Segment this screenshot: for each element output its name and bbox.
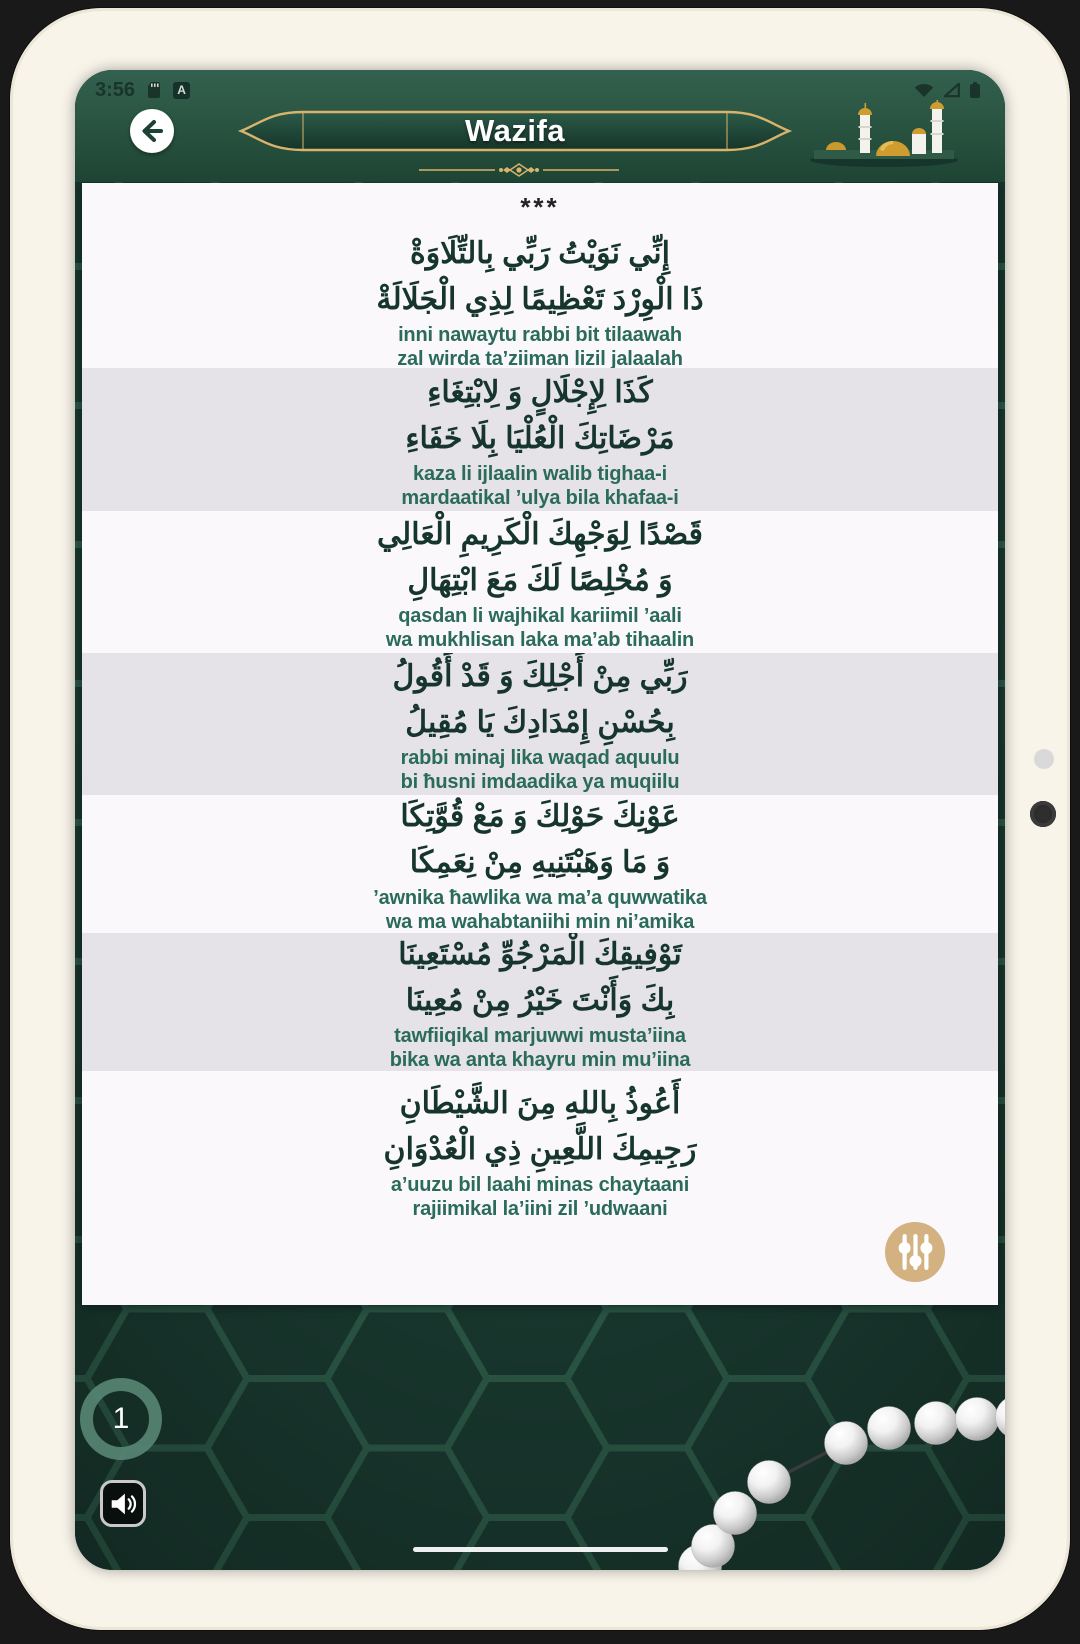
transliteration-line: zal wirda ta’ziiman lizil jalaalah (397, 348, 683, 368)
arabic-line: تَوْفِيقِكَ الْمَرْجُوِّ مُسْتَعِينَا (398, 938, 682, 971)
verse-block (82, 1071, 998, 1305)
wifi-icon (913, 82, 935, 98)
arabic-line: وَ مَا وَهَبْتَنِيهِ مِنْ نِعَمِكَا (409, 846, 671, 879)
transliteration-line: wa ma wahabtaniihi min ni’amika (385, 911, 695, 933)
divider-ornament (419, 162, 619, 178)
verse-block (82, 368, 998, 511)
status-bar-left (95, 79, 190, 102)
arabic-line: رَبِّي مِنْ أَجْلِكَ وَ قَدْ أَقُولُ (392, 660, 688, 693)
home-indicator[interactable] (413, 1547, 668, 1552)
content-panel (82, 183, 998, 1305)
transliteration-line: bika wa anta khayru min mu’iina (389, 1049, 691, 1071)
transliteration-line: kaza li ijlaalin walib tighaa-i (413, 462, 667, 485)
page-counter[interactable] (80, 1378, 162, 1460)
transliteration-line: bi ħusni imdaadika ya muqiilu (400, 771, 680, 793)
app-screen (75, 70, 1005, 1570)
battery-icon (969, 81, 981, 99)
back-button[interactable] (130, 109, 174, 153)
sound-button[interactable] (100, 1480, 146, 1527)
verse-block (82, 511, 998, 653)
arabic-line: وَ مُخْلِصًا لَكَ مَعَ ابْتِهَالِ (407, 564, 673, 597)
tablet-bezel (10, 8, 1070, 1630)
arabic-line: أَعُوذُ بِاللهِ مِنَ الشَّيْطَانِ (399, 1087, 681, 1120)
title-frame (235, 103, 795, 159)
cell-signal-icon (943, 82, 961, 98)
arabic-line: رَجِيمِكَ اللَّعِينِ ذِي الْعُدْوَانِ (383, 1133, 697, 1166)
arabic-line: بِحُسْنِ إِمْدَادِكَ يَا مُقِيلُ (405, 706, 675, 739)
sliders-icon (884, 1221, 946, 1283)
section-separator: *** (520, 192, 560, 222)
verse-block (82, 795, 998, 933)
display-settings-button[interactable] (884, 1221, 946, 1283)
page-title: Wazifa (464, 113, 566, 148)
mosque-illustration (808, 100, 960, 168)
transliteration-line: qasdan li wajhikal kariimil ’aali (398, 605, 682, 627)
transliteration-line: mardaatikal ’ulya bila khafaa-i (401, 486, 679, 509)
app-header (75, 70, 1005, 182)
transliteration-line: inni nawaytu rabbi bit tilaawah (398, 324, 682, 346)
speaker-icon (107, 1488, 139, 1520)
status-bar-right (913, 81, 981, 99)
transliteration-line: a’uuzu bil laahi minas chaytaani (390, 1174, 690, 1196)
verse-block (82, 183, 998, 368)
a-badge-icon: A (173, 82, 190, 99)
transliteration-line: rabbi minaj lika waqad aquulu (400, 747, 680, 769)
sdcard-icon (147, 81, 161, 99)
arabic-line: قَصْدًا لِوَجْهِكَ الْكَرِيمِ الْعَالِي (377, 518, 703, 551)
arabic-line: كَذَا لِإِجْلَالٍ وَ لِابْتِغَاءِ (427, 375, 653, 409)
transliteration-line: tawfiiqikal marjuwwi musta’iina (394, 1025, 686, 1047)
arabic-line: ذَا الْوِرْدَ تَعْظِيمًا لِذِي الْجَلَالَةْ (376, 283, 704, 316)
verse-block (82, 653, 998, 795)
arabic-line: مَرْضَاتِكَ الْعُلْيَا بِلَا خَفَاءِ (405, 421, 675, 455)
camera-dot (1034, 749, 1054, 769)
clock: 3:56 (95, 78, 136, 101)
arrow-left-icon (130, 109, 174, 153)
transliteration-line: wa mukhlisan laka ma’ab tihaalin (385, 629, 695, 651)
arabic-line: إِنِّي نَوَيْتُ رَبِّي بِالتِّلَاوَةْ (410, 237, 670, 270)
page-counter-value: 1 (112, 1402, 130, 1435)
prayer-beads (655, 1390, 1005, 1570)
arabic-line: بِكَ وَأَنْتَ خَيْرُ مِنْ مُعِينَا (405, 984, 675, 1017)
verse-block (82, 933, 998, 1071)
arabic-line: عَوْنِكَ حَوْلِكَ وَ مَعْ قُوَّتِكَا (400, 800, 680, 833)
transliteration-line: ’awnika ħawlika wa ma’a quwwatika (373, 887, 707, 909)
transliteration-line: rajiimikal la’iini zil ’udwaani (412, 1198, 668, 1220)
camera-lens (1030, 801, 1056, 827)
